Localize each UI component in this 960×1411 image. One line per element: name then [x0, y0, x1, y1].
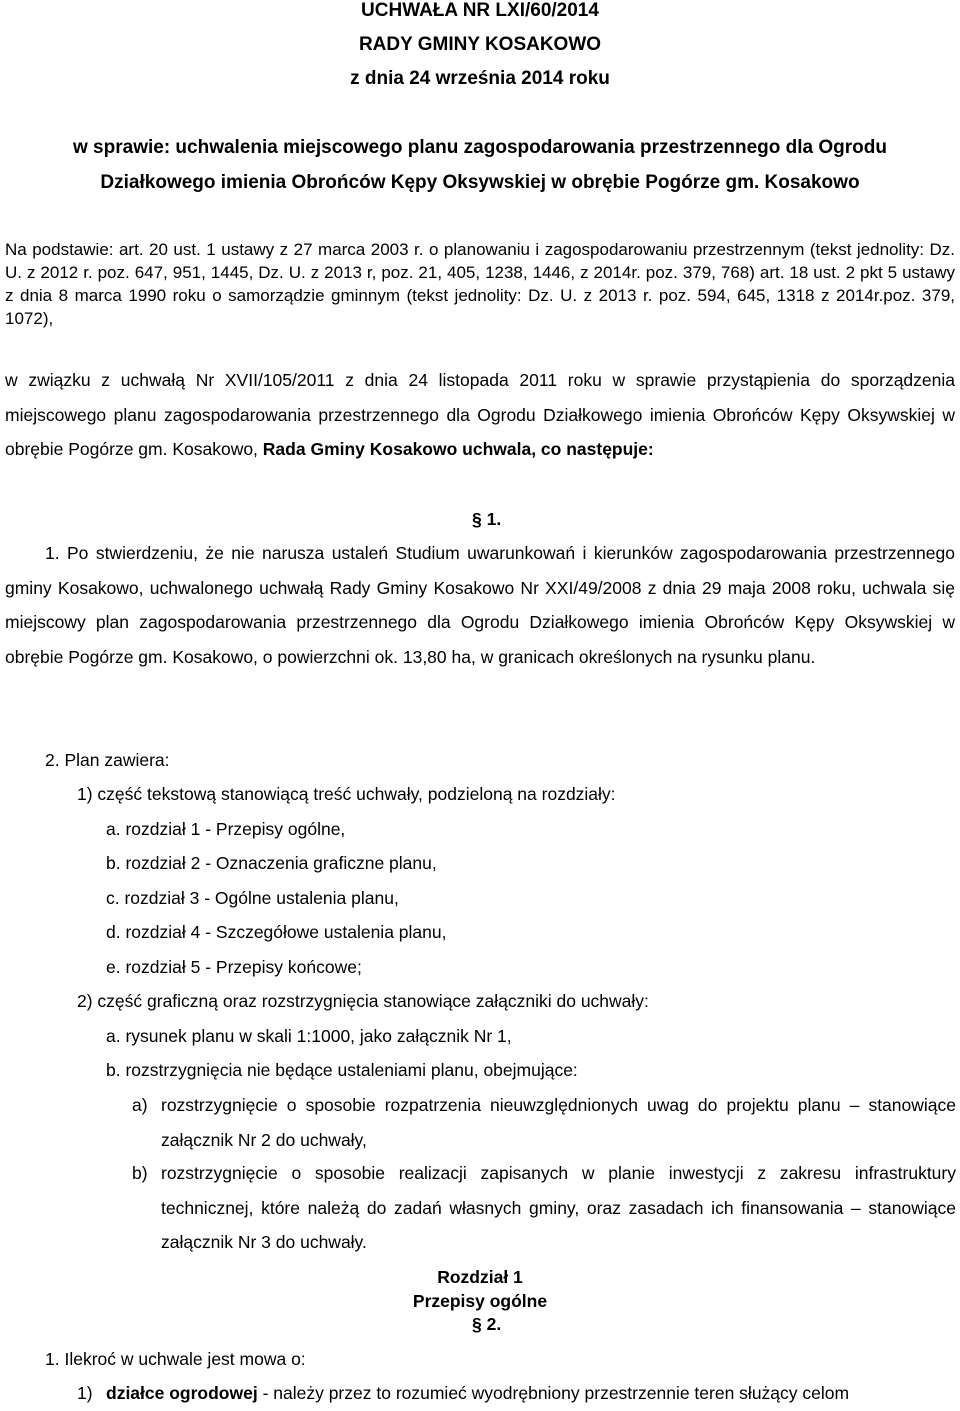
list-item: d. rozdział 4 - Szczegółowe ustalenia planu, — [106, 922, 447, 942]
definition-item — [106, 1376, 956, 1411]
list-item-label: a) — [132, 1095, 148, 1115]
resolution-authority: RADY GMINY KOSAKOWO — [358, 34, 602, 55]
list-item-label: b) — [132, 1163, 148, 1183]
resolution-date: z dnia 24 września 2014 roku — [350, 68, 610, 89]
resolution-subject-line-2: Działkowego imienia Obrońców Kępy Oksywskiej w obrębie Pogórze gm. Kosakowo — [100, 172, 860, 193]
list-item: rozstrzygnięcie o sposobie realizacji zapisanych w planie inwestycji z zakresu infrastruktury technicznej, które należą do zadań własnych gminy, oraz zasadach ich finansowania – stanowiące załącznik Nr 3 do uchwały. — [161, 1163, 956, 1252]
list-item: 1) część tekstową stanowiącą treść uchwały, podzieloną na rozdziały: — [77, 784, 616, 804]
paragraph-mark-2: § 2. — [472, 1314, 502, 1334]
defined-term: działce ogrodowej — [106, 1383, 258, 1403]
list-item: b. rozdział 2 - Oznaczenia graficzne planu, — [106, 853, 437, 873]
preamble-text: w związku z uchwałą Nr XVII/105/2011 z dnia 24 listopada 2011 roku w sprawie przystąpienia do sporządzenia miejscowego planu zagospodarowania przestrzennego dla Ogrodu Działkowego imienia Obrońców Kępy Oksywskiej w obrębie Pogórze gm. Kosakowo, — [5, 370, 955, 459]
list-item: c. rozdział 3 - Ogólne ustalenia planu, — [106, 888, 399, 908]
list-item: a. rozdział 1 - Przepisy ogólne, — [106, 819, 346, 839]
paragraph-mark-1: § 1. — [472, 509, 502, 529]
resolution-title: UCHWAŁA NR LXI/60/2014 — [361, 0, 599, 21]
legal-basis: Na podstawie: art. 20 ust. 1 ustawy z 27 marca 2003 r. o planowaniu i zagospodarowaniu przestrzennym (tekst jednolity: Dz. U. z 2012 r. poz. 647, 951, 1445, Dz. U. z 2013 r, poz. 21, 405, 1238, 1446, z 2014r. poz. 379, 768) art. 18 ust. 2 pkt 5 ustawy z dnia 8 marca 1990 roku o samorządzie gminnym (tekst jednolity: Dz. U. z 2013 r. poz. 594, 645, 1318 z 2014r.poz. 379, 1072), — [5, 240, 955, 328]
chapter-heading: Rozdział 1 — [437, 1267, 523, 1287]
list-item: 2) część graficzną oraz rozstrzygnięcia stanowiące załączniki do uchwały: — [77, 991, 649, 1011]
chapter-1-point-1: 1. Ilekroć w uchwale jest mowa o: — [45, 1349, 306, 1369]
preamble — [0, 363, 960, 467]
preamble-enacting-clause: Rada Gminy Kosakowo uchwala, co następuje: — [262, 439, 654, 459]
definition-list-label: 1) — [77, 1383, 93, 1403]
section-1-point-1: 1. Po stwierdzeniu, że nie narusza ustaleń Studium uwarunkowań i kierunków zagospodarowania przestrzennego gminy Kosakowo, uchwalonego uchwałą Rady Gminy Kosakowo Nr XXI/49/2008 z dnia 29 maja 2008 roku, uchwala się miejscowy plan zagospodarowania przestrzennego dla Ogrodu Działkowego imienia Obrońców Kępy Oksywskiej w obrębie Pogórze gm. Kosakowo, o powierzchni ok. 13,80 ha, w granicach określonych na rysunku planu. — [5, 543, 955, 667]
definition-text: - należy przez to rozumieć wyodrębniony przestrzennie teren służący celom — [257, 1383, 850, 1403]
resolution-subject-line-1: w sprawie: uchwalenia miejscowego planu zagospodarowania przestrzennego dla Ogrodu — [73, 137, 887, 158]
list-item: e. rozdział 5 - Przepisy końcowe; — [106, 957, 362, 977]
list-item: b. rozstrzygnięcia nie będące ustaleniami planu, obejmujące: — [106, 1060, 578, 1080]
chapter-title: Przepisy ogólne — [412, 1291, 548, 1311]
list-item: a. rysunek planu w skali 1:1000, jako załącznik Nr 1, — [106, 1026, 512, 1046]
section-1-point-2: 2. Plan zawiera: — [45, 750, 170, 770]
list-item: rozstrzygnięcie o sposobie rozpatrzenia nieuwzględnionych uwag do projektu planu – stanowiące załącznik Nr 2 do uchwały, — [161, 1095, 956, 1150]
